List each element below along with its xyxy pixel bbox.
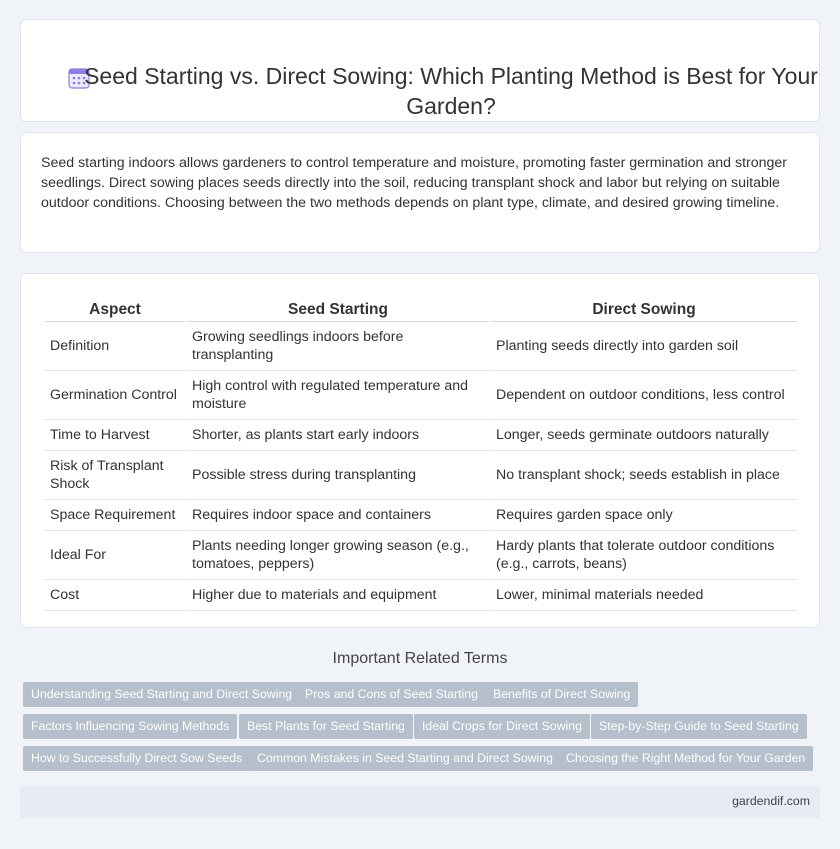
table-cell: Cost — [45, 580, 185, 611]
related-tag-common-mistakes[interactable]: Common Mistakes in Seed Starting and Direct Sowing — [249, 746, 561, 771]
table-row — [45, 371, 797, 420]
table-cell: Dependent on outdoor conditions, less control — [491, 371, 797, 420]
title-card — [20, 19, 820, 122]
table-row — [45, 531, 797, 580]
table-cell: Ideal For — [45, 531, 185, 580]
table-cell: No transplant shock; seeds establish in place — [491, 451, 797, 500]
table-header-row — [45, 293, 797, 322]
table-cell: Possible stress during transplanting — [187, 451, 489, 500]
table-cell: High control with regulated temperature and moisture — [187, 371, 489, 420]
related-tag-step-by-step[interactable]: Step-by-Step Guide to Seed Starting — [591, 714, 807, 739]
header-seed-starting: Seed Starting — [187, 293, 489, 322]
related-tag-best-plants[interactable]: Best Plants for Seed Starting — [239, 714, 413, 739]
related-tag-understanding[interactable]: Understanding Seed Starting and Direct Sowing — [23, 682, 300, 707]
related-tag-factors[interactable]: Factors Influencing Sowing Methods — [23, 714, 237, 739]
footer — [20, 785, 820, 818]
comparison-card — [20, 273, 820, 628]
table-cell: Longer, seeds germinate outdoors naturally — [491, 420, 797, 451]
table-row — [45, 451, 797, 500]
table-cell: Shorter, as plants start early indoors — [187, 420, 489, 451]
related-tag-benefits[interactable]: Benefits of Direct Sowing — [485, 682, 638, 707]
header-direct-sowing: Direct Sowing — [491, 293, 797, 322]
table-cell: Growing seedlings indoors before transplanting — [187, 322, 489, 371]
related-tag-pros-cons[interactable]: Pros and Cons of Seed Starting — [297, 682, 486, 707]
table-cell: Higher due to materials and equipment — [187, 580, 489, 611]
table-row — [45, 420, 797, 451]
table-cell: Plants needing longer growing season (e.g., tomatoes, peppers) — [187, 531, 489, 580]
table-row — [45, 500, 797, 531]
table-cell: Risk of Transplant Shock — [45, 451, 185, 500]
header-aspect: Aspect — [45, 293, 185, 322]
table-cell: Hardy plants that tolerate outdoor conditions (e.g., carrots, beans) — [491, 531, 797, 580]
related-tag-ideal-crops[interactable]: Ideal Crops for Direct Sowing — [414, 714, 590, 739]
comparison-table — [43, 293, 799, 611]
table-row — [45, 580, 797, 611]
footer-site[interactable]: gardendif.com — [732, 794, 810, 808]
table-cell: Requires indoor space and containers — [187, 500, 489, 531]
table-cell: Space Requirement — [45, 500, 185, 531]
table-cell: Germination Control — [45, 371, 185, 420]
table-cell: Definition — [45, 322, 185, 371]
table-row — [45, 322, 797, 371]
related-tag-choosing[interactable]: Choosing the Right Method for Your Garden — [558, 746, 813, 771]
table-cell: Requires garden space only — [491, 500, 797, 531]
intro-card — [20, 132, 820, 253]
table-cell: Planting seeds directly into garden soil — [491, 322, 797, 371]
page-title: Seed Starting vs. Direct Sowing: Which Planting Method is Best for Your Garden? — [84, 63, 818, 119]
table-cell: Lower, minimal materials needed — [491, 580, 797, 611]
table-cell: Time to Harvest — [45, 420, 185, 451]
related-terms-title: Important Related Terms — [332, 650, 508, 667]
intro-text: Seed starting indoors allows gardeners to control temperature and moisture, promoting faster germination and stronger seedlings. Direct sowing places seeds directly into the soil, reducing transplant shock and labor but relying on suitable outdoor conditions. Choosing between the two methods depends on plant type, climate, and desired growing timeline. — [41, 155, 788, 211]
related-tag-how-to[interactable]: How to Successfully Direct Sow Seeds — [23, 746, 250, 771]
